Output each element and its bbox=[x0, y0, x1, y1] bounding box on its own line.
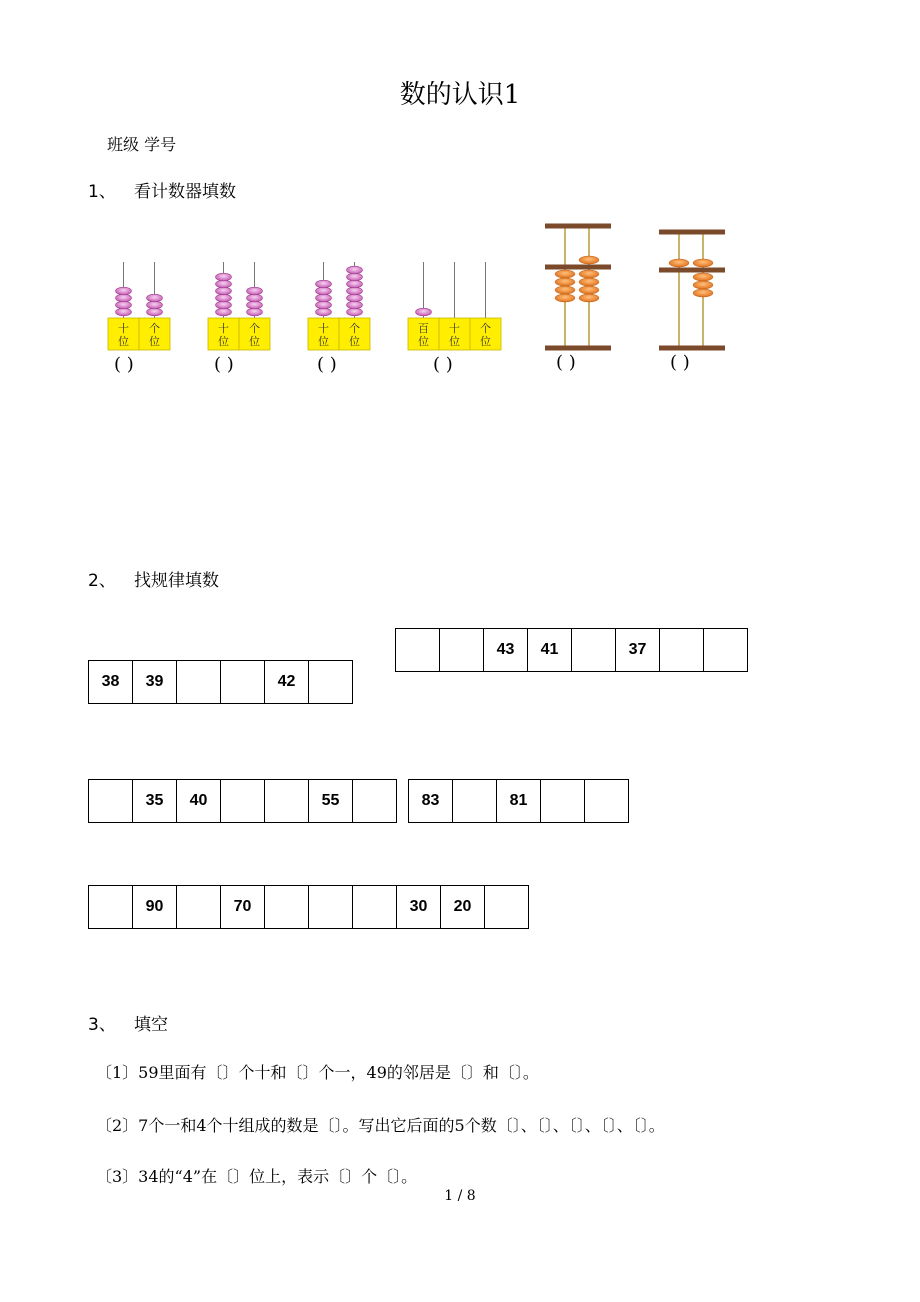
sequence-cell-blank[interactable] bbox=[176, 885, 221, 929]
place-label-char-2: 位 bbox=[218, 335, 229, 348]
pink-bead bbox=[347, 280, 363, 288]
abacus-figures bbox=[0, 210, 920, 390]
pink-bead bbox=[247, 287, 263, 295]
orange-bead-lower bbox=[579, 286, 599, 294]
pink-bead bbox=[216, 301, 232, 309]
orange-bead-lower bbox=[693, 273, 713, 281]
sequence-cell-filled: 42 bbox=[264, 660, 309, 704]
sequence-cell-filled: 20 bbox=[440, 885, 485, 929]
place-label-char-2: 位 bbox=[249, 335, 260, 348]
place-label-char-1: 个 bbox=[149, 322, 160, 335]
pink-bead bbox=[247, 294, 263, 302]
pink-bead bbox=[216, 294, 232, 302]
place-label-char-2: 位 bbox=[349, 335, 360, 348]
orange-bead-lower bbox=[555, 286, 575, 294]
sequence-cell-filled: 38 bbox=[88, 660, 133, 704]
place-label-char-2: 位 bbox=[149, 335, 160, 348]
sequence-cell-blank[interactable] bbox=[220, 660, 265, 704]
answer-blank-4[interactable]: ( ) bbox=[433, 354, 453, 375]
orange-bead-lower bbox=[693, 281, 713, 289]
pink-bead bbox=[147, 308, 163, 316]
counter-4 bbox=[408, 262, 501, 350]
sequence-cell-filled: 70 bbox=[220, 885, 265, 929]
orange-bead-lower bbox=[555, 270, 575, 278]
sequence-cell-blank[interactable] bbox=[571, 628, 616, 672]
pink-bead bbox=[247, 301, 263, 309]
place-label-char-2: 位 bbox=[480, 335, 491, 348]
suanpan-bar bbox=[659, 346, 725, 351]
sequence-cell-filled: 55 bbox=[308, 779, 353, 823]
sequence-cell-filled: 81 bbox=[496, 779, 541, 823]
suanpan-bar bbox=[545, 265, 611, 270]
pink-bead bbox=[316, 294, 332, 302]
pink-bead bbox=[247, 308, 263, 316]
fill-question-3: 〔3〕34的“4”在〔〕位上，表示〔〕个〔〕。 bbox=[96, 1167, 418, 1186]
place-label-char-1: 个 bbox=[480, 322, 491, 335]
pink-bead bbox=[347, 266, 363, 274]
place-label-char-1: 十 bbox=[218, 322, 229, 335]
place-label-char-1: 个 bbox=[349, 322, 360, 335]
place-label-char-1: 十 bbox=[449, 322, 460, 335]
answer-blank-1[interactable]: ( ) bbox=[114, 354, 134, 375]
sequence-cell-blank[interactable] bbox=[439, 628, 484, 672]
sequence-cell-filled: 30 bbox=[396, 885, 441, 929]
sequence-row-2 bbox=[395, 628, 748, 672]
sequence-row-1 bbox=[88, 660, 353, 704]
orange-bead-upper bbox=[693, 259, 713, 267]
pink-bead bbox=[216, 273, 232, 281]
orange-bead-lower bbox=[555, 294, 575, 302]
sequence-cell-blank[interactable] bbox=[452, 779, 497, 823]
page-number: 1 / 8 bbox=[444, 1188, 476, 1204]
sequence-cell-filled: 40 bbox=[176, 779, 221, 823]
sequence-cell-filled: 35 bbox=[132, 779, 177, 823]
sequence-cell-filled: 90 bbox=[132, 885, 177, 929]
sequence-cell-filled: 39 bbox=[132, 660, 177, 704]
fill-question-2: 〔2〕7个一和4个十组成的数是〔〕。写出它后面的5个数〔〕、〔〕、〔〕、〔〕、〔〕。 bbox=[96, 1116, 665, 1135]
sequence-row-5 bbox=[88, 885, 529, 929]
orange-bead-lower bbox=[579, 278, 599, 286]
pink-bead bbox=[347, 294, 363, 302]
pink-bead bbox=[316, 308, 332, 316]
sequence-cell-blank[interactable] bbox=[659, 628, 704, 672]
suanpan-bar bbox=[659, 268, 725, 273]
place-label-char-2: 位 bbox=[449, 335, 460, 348]
place-label-char-1: 十 bbox=[118, 322, 129, 335]
sequence-cell-blank[interactable] bbox=[88, 885, 133, 929]
sequence-cell-blank[interactable] bbox=[540, 779, 585, 823]
pink-bead bbox=[316, 280, 332, 288]
suanpan-1 bbox=[545, 224, 611, 351]
sequence-cell-blank[interactable] bbox=[395, 628, 440, 672]
sequence-cell-blank[interactable] bbox=[584, 779, 629, 823]
orange-bead-lower bbox=[579, 270, 599, 278]
pink-bead bbox=[347, 308, 363, 316]
suanpan-bar bbox=[545, 224, 611, 229]
section-1-title: 看计数器填数 bbox=[134, 182, 236, 202]
pink-bead bbox=[116, 287, 132, 295]
sequence-cell-filled: 37 bbox=[615, 628, 660, 672]
page-title: 数的认识1 bbox=[399, 80, 521, 110]
answer-blank-6[interactable]: ( ) bbox=[670, 352, 690, 373]
sequence-cell-blank[interactable] bbox=[264, 779, 309, 823]
suanpan-bar bbox=[545, 346, 611, 351]
place-label-char-2: 位 bbox=[118, 335, 129, 348]
orange-bead-lower bbox=[579, 294, 599, 302]
place-label-char-1: 百 bbox=[418, 322, 429, 335]
pink-bead bbox=[316, 301, 332, 309]
place-label-char-2: 位 bbox=[418, 335, 429, 348]
sequence-cell-blank[interactable] bbox=[484, 885, 529, 929]
sequence-row-3 bbox=[88, 779, 397, 823]
section-3-number: 3、 bbox=[88, 1015, 116, 1035]
sequence-cell-blank[interactable] bbox=[220, 779, 265, 823]
pink-bead bbox=[116, 294, 132, 302]
sequence-cell-filled: 83 bbox=[408, 779, 453, 823]
orange-bead-lower bbox=[555, 278, 575, 286]
class-student-info: 班级 学号 bbox=[107, 135, 177, 154]
sequence-row-4 bbox=[408, 779, 629, 823]
answer-blank-2[interactable]: ( ) bbox=[214, 354, 234, 375]
orange-bead-lower bbox=[693, 289, 713, 297]
pink-bead bbox=[316, 287, 332, 295]
sequence-cell-blank[interactable] bbox=[352, 779, 397, 823]
sequence-cell-filled: 43 bbox=[483, 628, 528, 672]
suanpan-2 bbox=[659, 230, 725, 351]
place-label-char-1: 十 bbox=[318, 322, 329, 335]
section-2-title: 找规律填数 bbox=[134, 571, 219, 591]
section-3-heading bbox=[88, 1010, 168, 1035]
section-3-title: 填空 bbox=[134, 1015, 168, 1035]
section-2-number: 2、 bbox=[88, 571, 116, 591]
pink-bead bbox=[147, 301, 163, 309]
pink-bead bbox=[347, 273, 363, 281]
fill-question-1: 〔1〕59里面有〔〕个十和〔〕个一，49的邻居是〔〕和〔〕。 bbox=[96, 1063, 539, 1082]
suanpan-bar bbox=[659, 230, 725, 235]
place-label-char-2: 位 bbox=[318, 335, 329, 348]
counter-3 bbox=[308, 262, 370, 350]
answer-blank-5[interactable]: ( ) bbox=[556, 352, 576, 373]
sequence-cell-filled: 41 bbox=[527, 628, 572, 672]
pink-bead bbox=[116, 308, 132, 316]
sequence-cell-blank[interactable] bbox=[264, 885, 309, 929]
section-2-heading bbox=[88, 566, 219, 591]
pink-bead bbox=[216, 287, 232, 295]
pink-bead bbox=[147, 294, 163, 302]
sequence-cell-blank[interactable] bbox=[88, 779, 133, 823]
sequence-cell-blank[interactable] bbox=[352, 885, 397, 929]
answer-blank-3[interactable]: ( ) bbox=[317, 354, 337, 375]
sequence-cell-blank[interactable] bbox=[308, 660, 353, 704]
pink-bead bbox=[347, 287, 363, 295]
counter-2 bbox=[208, 262, 270, 350]
place-label-char-1: 个 bbox=[249, 322, 260, 335]
section-1-heading bbox=[88, 177, 236, 202]
pink-bead bbox=[116, 301, 132, 309]
sequence-cell-blank[interactable] bbox=[308, 885, 353, 929]
counter-1 bbox=[108, 262, 170, 350]
pink-bead bbox=[416, 308, 432, 316]
orange-bead-upper bbox=[669, 259, 689, 267]
section-1-number: 1、 bbox=[88, 182, 116, 202]
pink-bead bbox=[216, 280, 232, 288]
pink-bead bbox=[216, 308, 232, 316]
sequence-cell-blank[interactable] bbox=[176, 660, 221, 704]
sequence-cell-blank[interactable] bbox=[703, 628, 748, 672]
orange-bead-upper bbox=[579, 256, 599, 264]
pink-bead bbox=[347, 301, 363, 309]
